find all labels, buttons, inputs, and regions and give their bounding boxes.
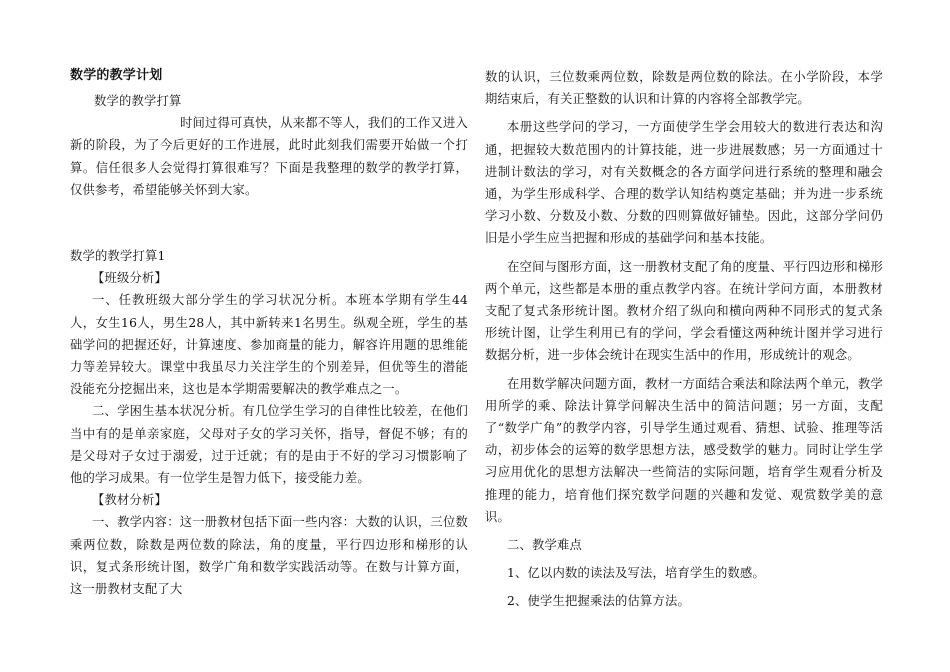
teaching-difficulty-heading: 二、教学难点 xyxy=(507,538,582,553)
section-heading-material: 【教材分析】 xyxy=(92,493,167,508)
document-title: 数学的教学计划 xyxy=(70,68,163,83)
intro-paragraph: 时间过得可真快，从来都不等人，我们的工作又进入新的阶段，为了今后更好的工作进展，此时此刻我们需要开始做一个打算。信任很多人会觉得打算很难写？下面是我整理的数学的教学打算，仅供参考，希望能够关怀到大家。 xyxy=(70,116,468,197)
difficulty-item-1: 1、亿以内数的读法及写法，培育学生的数感。 xyxy=(507,566,765,581)
difficulty-item-2: 2、使学生把握乘法的估算方法。 xyxy=(507,594,690,609)
paragraph-continued: 数的认识，三位数乘两位数，除数是两位数的除法。在小学阶段，本学期结束后，有关正整数的认识和计算的内容将全部教学完。 xyxy=(485,70,883,107)
subtitle: 数学的教学打算 xyxy=(94,94,182,108)
spacer xyxy=(70,201,468,245)
paragraph-problem-solving: 在用数学解决问题方面，教材一方面结合乘法和除法两个单元，教学用所学的乘、除法计算学问解决生活中的简洁问题；另一方面，支配了“数学广角”的教学内容，引导学生通过观看、猜想、试验、推理等活动，初步体会的运筹的数学思想方法，感受数学的魅力。同时让学生学习应用优化的思想方法解决一些简洁的实际问题，培育学生观看分析及推理的能力，培育他们探究数学问题的兴趣和发觉、观赏数学美的意识。 xyxy=(485,376,883,524)
paragraph-material-1: 一、教学内容：这一册教材包括下面一些内容：大数的认识，三位数乘两位数，除数是两位数的除法，角的度量，平行四边形和梯形的认识，复式条形统计图，数学广角和数学实践活动等。在数与计算方面，这一册教材支配了大 xyxy=(70,515,468,597)
paragraph-class-analysis-1: 一、任教班级大部分学生的学习状况分析。本班本学期有学生44人，女生16人，男生28人，其中新转来1名男生。纵观全班，学生的基础学问的把握还好，计算速度、参加商量的能力，解容许用题的思维能力等差异较大。课堂中我虽尽力关注学生的个别差异，但优等生的潜能没能充分挖掘出来，这也是本学期需要解决的教学难点之一。 xyxy=(70,293,468,397)
right-column xyxy=(485,66,883,613)
paragraph-geometry: 在空间与图形方面，这一册教材支配了角的度量、平行四边形和梯形两个单元，这些都是本册的重点教学内容。在统计学问方面，本册教材支配了复式条形统计图。教材介绍了纵向和横向两种不同形式的复式条形统计图，让学生利用已有的学问，学会看懂这两种统计图并学习进行数据分析，进一步体会统计在现实生活中的作用，形成统计的观念。 xyxy=(485,259,883,363)
left-column xyxy=(70,66,468,600)
plan-heading: 数学的教学打算1 xyxy=(70,249,166,264)
section-heading-class: 【班级分析】 xyxy=(92,271,167,286)
paragraph-number-sense: 本册这些学问的学习，一方面使学生学会用较大的数进行表达和沟通，把握较大数范围内的计算技能，进一步进展数感；另一方面通过十进制计数法的学习，对有关数概念的各方面学问进行系统的整理和融会通，为学生形成科学、合理的数学认知结构奠定基础；并为进一步系统学习小数、分数及小数、分数的四则算做好铺垫。因此，这部分学问仍旧是小学生应当把握和形成的基础学问和基本技能。 xyxy=(485,120,883,246)
paragraph-class-analysis-2: 二、学困生基本状况分析。有几位学生学习的自律性比较差，在他们当中有的是单亲家庭，父母对子女的学习关怀，指导，督促不够；有的是父母对子女过于溺爱，过于迁就；有的是由于不好的学习习惯影响了他的学习成果。有一位学生是智力低下，接受能力差。 xyxy=(70,404,468,486)
